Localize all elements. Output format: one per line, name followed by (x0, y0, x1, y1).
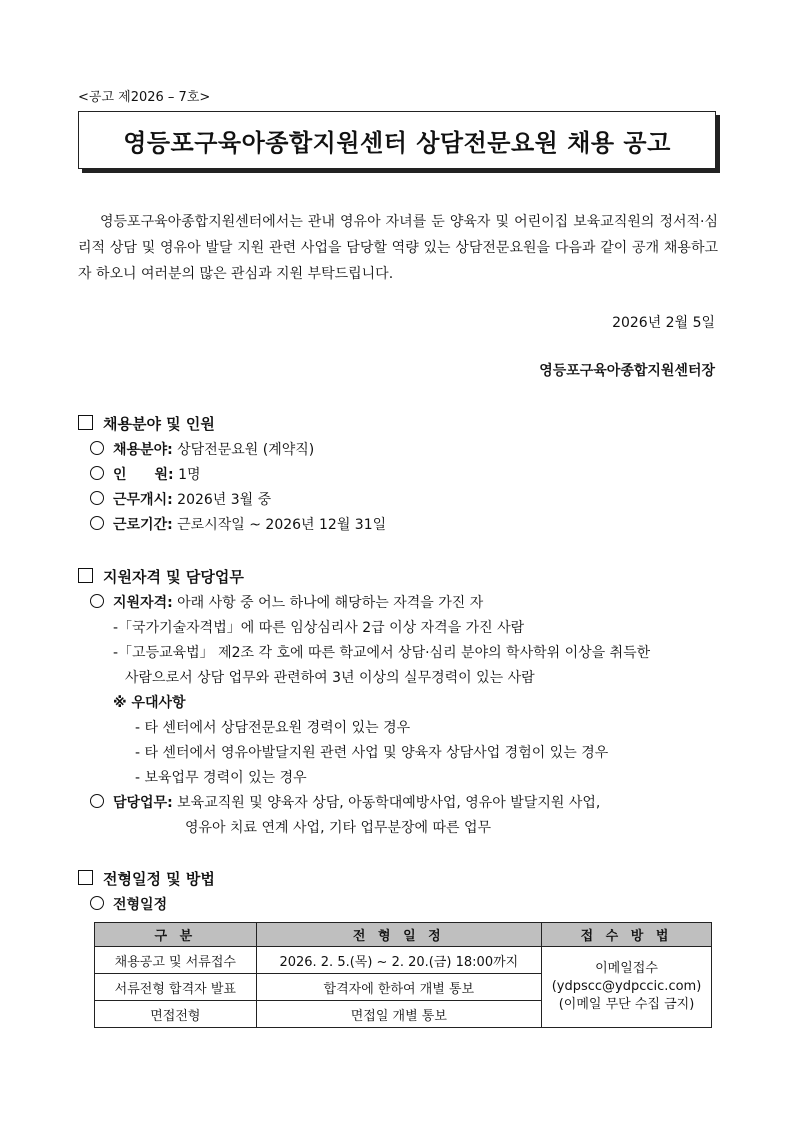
section-selection-heading (78, 868, 215, 889)
preference-item: - 타 센터에서 영유아발달지원 관련 사업 및 양육자 상담사업 경험이 있는 경우 (135, 745, 609, 761)
table-cell: 면접일 개별 통보 (256, 1001, 541, 1028)
column-header: 전 형 일 정 (256, 923, 541, 947)
item-label: 담당업무: (113, 795, 173, 811)
list-item (90, 464, 201, 484)
subheading-text: 전형일정 (113, 897, 168, 913)
contact-method-cell (542, 947, 712, 1028)
table-cell: 2026. 2. 5.(목) ~ 2. 20.(금) 18:00까지 (256, 947, 541, 974)
item-value: 1명 (178, 467, 201, 483)
item-label: 지원자격: (113, 595, 173, 611)
item-label: 인 원: (113, 467, 174, 483)
table-cell: 면접전형 (95, 1001, 257, 1028)
table-row (95, 947, 712, 974)
circle-bullet-icon (90, 594, 104, 608)
qualification-detail: -「국가기술자격법」에 따른 임상심리사 2급 이상 자격을 가진 사람 (113, 620, 525, 636)
duty-item (90, 792, 600, 812)
table-cell: 합격자에 한하여 개별 통보 (256, 974, 541, 1001)
item-label: 채용분야: (113, 442, 173, 458)
section-heading-text: 전형일정 및 방법 (103, 870, 215, 888)
table-cell: 채용공고 및 서류접수 (95, 947, 257, 974)
checkbox-square-icon (78, 568, 93, 583)
circle-bullet-icon (90, 491, 104, 505)
item-label: 근로기간: (113, 517, 173, 533)
item-label: 근무개시: (113, 492, 173, 508)
intro-text: 영등포구육아종합지원센터에서는 관내 영유아 자녀를 둔 양육자 및 어린이집 보육교직원의 정서적·심리적 상담 및 영유아 발달 지원 관련 사업을 담당할 역량 있는 상담전문요원을 다음과 같이 공개 채용하고자 하오니 여러분의 많은 관심과 지원 부탁드립니다. (78, 214, 718, 282)
item-value: 아래 사항 중 어느 하나에 해당하는 자격을 가진 자 (177, 595, 484, 611)
list-item (90, 514, 386, 534)
section-heading-text: 채용분야 및 인원 (103, 415, 215, 433)
contact-method: 이메일접수 (595, 961, 658, 976)
preference-item: - 타 센터에서 상담전문요원 경력이 있는 경우 (135, 720, 411, 736)
duty-item-continued: 영유아 치료 연계 사업, 기타 업무분장에 따른 업무 (185, 820, 492, 836)
page-title: 영등포구육아종합지원센터 상담전문요원 채용 공고 (123, 128, 671, 157)
circle-bullet-icon (90, 466, 104, 480)
preference-heading: ※ 우대사항 (113, 695, 186, 711)
column-header: 구 분 (95, 923, 257, 947)
notice-date: 2026년 2월 5일 (612, 315, 715, 331)
preference-item: - 보육업무 경력이 있는 경우 (135, 770, 307, 786)
qualification-detail: -「고등교육법」 제2조 각 호에 따른 학교에서 상담·심리 분야의 학사학위 이상을 취득한 (113, 645, 651, 661)
item-value: 근로시작일 ~ 2026년 12월 31일 (177, 517, 387, 533)
circle-bullet-icon (90, 896, 104, 910)
item-value: 2026년 3월 중 (177, 492, 272, 508)
item-value: 보육교직원 및 양육자 상담, 아동학대예방사업, 영유아 발달지원 사업, (177, 795, 601, 811)
table-cell: 서류전형 합격자 발표 (95, 974, 257, 1001)
section-qualification-heading (78, 566, 244, 587)
checkbox-square-icon (78, 415, 93, 430)
section-recruitment-heading (78, 413, 215, 434)
circle-bullet-icon (90, 794, 104, 808)
title-box (78, 111, 716, 169)
list-item (90, 439, 314, 459)
notice-number: <공고 제2026 – 7호> (78, 90, 211, 105)
qualification-item (90, 592, 483, 612)
schedule-subheading (90, 894, 167, 914)
checkbox-square-icon (78, 870, 93, 885)
list-item (90, 489, 271, 509)
item-value: 상담전문요원 (계약직) (177, 442, 315, 458)
circle-bullet-icon (90, 516, 104, 530)
table-header-row (95, 923, 712, 947)
organization-signature: 영등포구육아종합지원센터장 (539, 363, 715, 379)
circle-bullet-icon (90, 441, 104, 455)
schedule-table (94, 922, 712, 1028)
intro-paragraph (78, 209, 718, 287)
qualification-detail-continued: 사람으로서 상담 업무와 관련하여 3년 이상의 실무경력이 있는 사람 (125, 670, 535, 686)
contact-email: (ydpscc@ydpccic.com) (551, 979, 702, 994)
section-heading-text: 지원자격 및 담당업무 (103, 568, 244, 586)
contact-note: (이메일 무단 수집 금지) (558, 997, 695, 1012)
column-header: 접 수 방 법 (542, 923, 712, 947)
